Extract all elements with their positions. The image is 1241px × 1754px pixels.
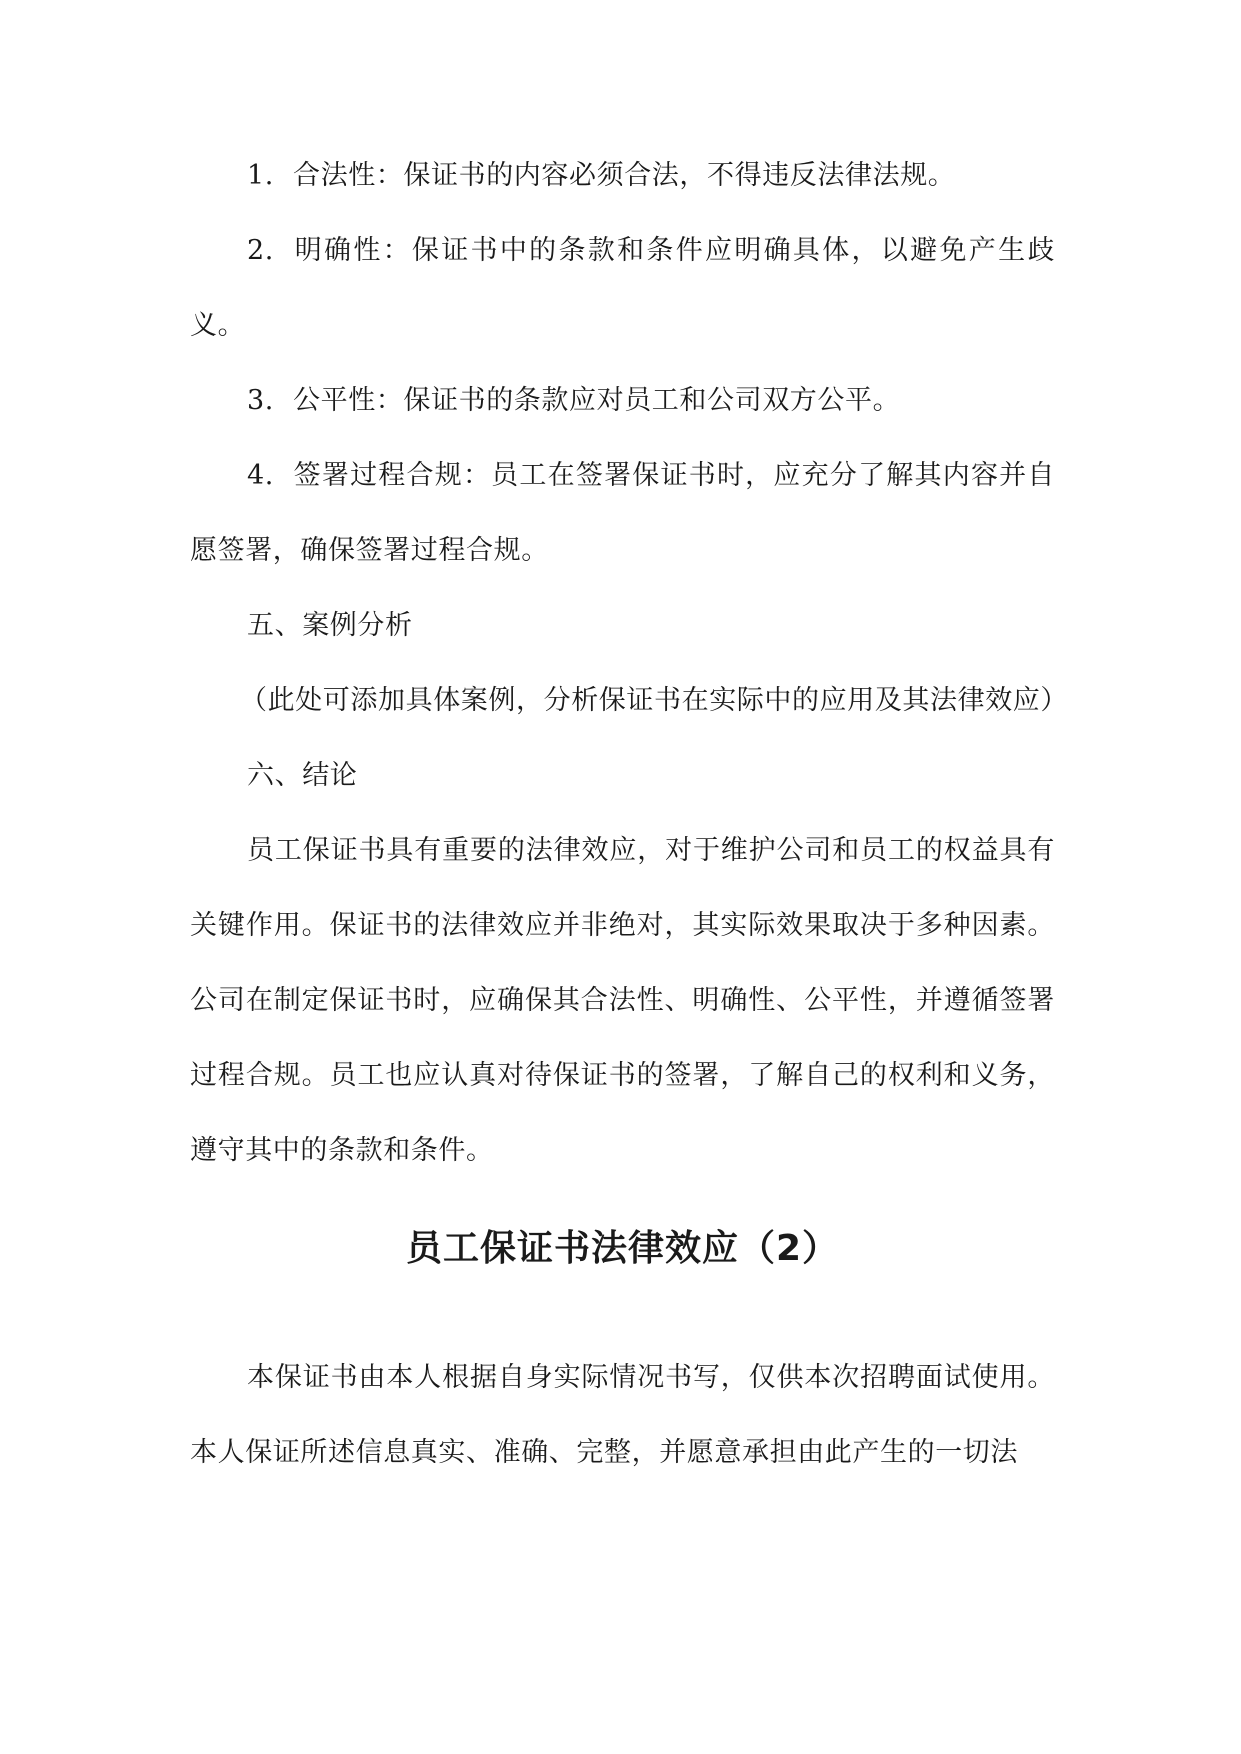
list-item-text: 合法性：保证书的内容必须合法，不得违反法律法规。	[293, 160, 956, 191]
list-item-number: 2.	[247, 235, 274, 266]
document-heading: 员工保证书法律效应（2）	[405, 1228, 840, 1269]
list-item-text: 公平性：保证书的条款应对员工和公司双方公平。	[293, 385, 901, 416]
list-item-4	[190, 438, 1055, 588]
list-item-text: 签署过程合规：员工在签署保证书时，应充分了解其内容并自愿签署，确保签署过程合规。	[190, 460, 1055, 566]
list-item-3	[190, 363, 1055, 438]
section-6-body: 员工保证书具有重要的法律效应，对于维护公司和员工的权益具有关键作用。保证书的法律效应并非绝对，其实际效果取决于多种因素。公司在制定保证书时，应确保其合法性、明确性、公平性，并遵循签署过程合规。员工也应认真对待保证书的签署，了解自己的权利和义务，遵守其中的条款和条件。	[190, 835, 1055, 1166]
part-2-body: 本保证书由本人根据自身实际情况书写，仅供本次招聘面试使用。本人保证所述信息真实、准确、完整，并愿意承担由此产生的一切法	[190, 1362, 1055, 1468]
list-item-1	[190, 138, 1055, 213]
list-item-text: 明确性：保证书中的条款和条件应明确具体，以避免产生歧义。	[190, 235, 1055, 341]
document-content	[190, 138, 1068, 1490]
section-5-body: （此处可添加具体案例，分析保证书在实际中的应用及其法律效应）	[240, 685, 1068, 716]
list-item-number: 4.	[247, 460, 274, 491]
section-5-title: 五、案例分析	[247, 610, 413, 641]
list-item-number: 1.	[247, 160, 274, 191]
list-item-number: 3.	[247, 385, 274, 416]
list-item-2	[190, 213, 1055, 363]
section-6-title: 六、结论	[247, 760, 358, 791]
